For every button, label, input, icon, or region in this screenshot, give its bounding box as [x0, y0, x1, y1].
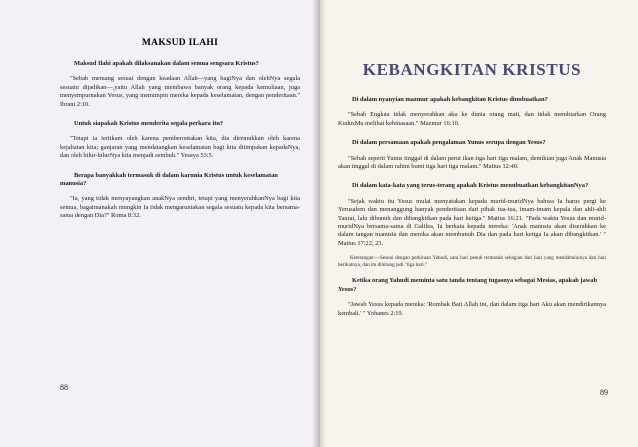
answer-2: "Tetapi ia tertikam oleh karena pemberontakan kita, dia diremukkan oleh karena kejahatan kita; ganjaran yang mendatangkan keselamatan bagi kita ditimpakan kepadaNya, dan oleh bilur-bilurNya kita menjadi sembuh." Yesaya 53:5. [60, 135, 300, 160]
left-page [0, 0, 318, 447]
answer-1: "Sebab memang sesuai dengan keadaan Allah—yang bagiNya dan olehNya segala sesuatu dijadikan—,yaitu Allah yang membawa banyak orang kepada kemuliaan, juga menyempurnakan Yesus, yang memimpin mereka kepada keselamatan, dengan penderitaan." Ibrani 2:10. [60, 75, 300, 108]
footnote: Keterangan:—Sesuai dengan perkiraan Yahudi, satu hari penuh termasuk sebagian dari hari yang mendahuluinya dan hari berikutnya, dan itu dihitung jadi "tiga hari." [338, 255, 606, 268]
question-2: Untuk siapakah Kristus menderita segala perkara itu? [74, 120, 224, 128]
question-1: Di dalam nyanyian mazmur apakah kebangkitan Kristus dinubuatkan? [352, 96, 548, 103]
answer-2: "Sebab seperti Yunus tinggal di dalam perut ikan tiga hari tiga malam, demikian juga Anak Manusia akan tinggal di dalam rahim bumi tiga hari tiga malam." Matius 12:40. [338, 154, 606, 171]
right-page-number: 89 [600, 388, 608, 397]
answer-3: "Sejak waktu itu Yesus mulai menyatakan kepada murid-muridNya bahwa Ia harus pergi ke Yerusalem dan menanggung banyak penderitaan dari pihak tua-tua, imam-imam kepala dan ahli-ahli Taurat, lalu dibunuh dan dibangkitkan pada hari ketiga." Matius 16:21. "Pada waktu Yesus dan murid-muridNya bersama-sama di Galilea, Ia berkata kepada mereka: 'Anak manusia akan diserahkan ke dalam tangan manusia dan mereka akan membunuh Dia dan pada hari ketiga Ia akan dibangkitkan.' " Matius 17:22, 23. [338, 197, 606, 247]
question-3: Di dalam kata-kata yang terus-terang apakah Kristus menubuatkan kebangkitanNya? [352, 182, 589, 190]
answer-1: "Sebab Engkau tidak menyerahkan aku ke dunia orang mati, dan tidak membiarkan Orang KudusMu melihat kebinasaan." Mazmur 16:10. [338, 111, 606, 127]
left-page-number: 88 [60, 383, 68, 392]
answer-3: "Ia, yang tidak menyayangkan anakNya sendiri, tetapi yang menyerahkanNya bagi kita semua, bagaimanakah mungkin Ia tidak mengaruniakan segala sesuatu kepada kita bersama-sama dengan Dia?" Roma 8:32. [60, 195, 300, 220]
book-gutter [312, 0, 326, 447]
question-2: Di dalam persamaan apakah pengalaman Yunus serupa dengan Yesus? [352, 139, 546, 147]
answer-4: "Jawab Yesus kepada mereka: 'Rombak Bait Allah ini, dan dalam tiga hari Aku akan mendirikannya kembali.' " Yohanes 2:19. [338, 301, 606, 317]
question-3: Berapa banyakkah termasuk di dalam karunia Kristus untuk keselamatan manusia? [60, 171, 278, 188]
right-page-heading: KEBANGKITAN KRISTUS [362, 60, 582, 79]
right-page [318, 0, 638, 447]
left-page-heading: MAKSUD ILAHI [141, 38, 219, 48]
question-4: Ketika orang Yahudi meminta satu tanda tentang tugasnya sebagai Mesias, apakah jawab Yesus? [338, 277, 598, 293]
question-1: Maksud Ilahi apakah dilaksanakan dalam semua sengsara Kristus? [74, 60, 259, 67]
